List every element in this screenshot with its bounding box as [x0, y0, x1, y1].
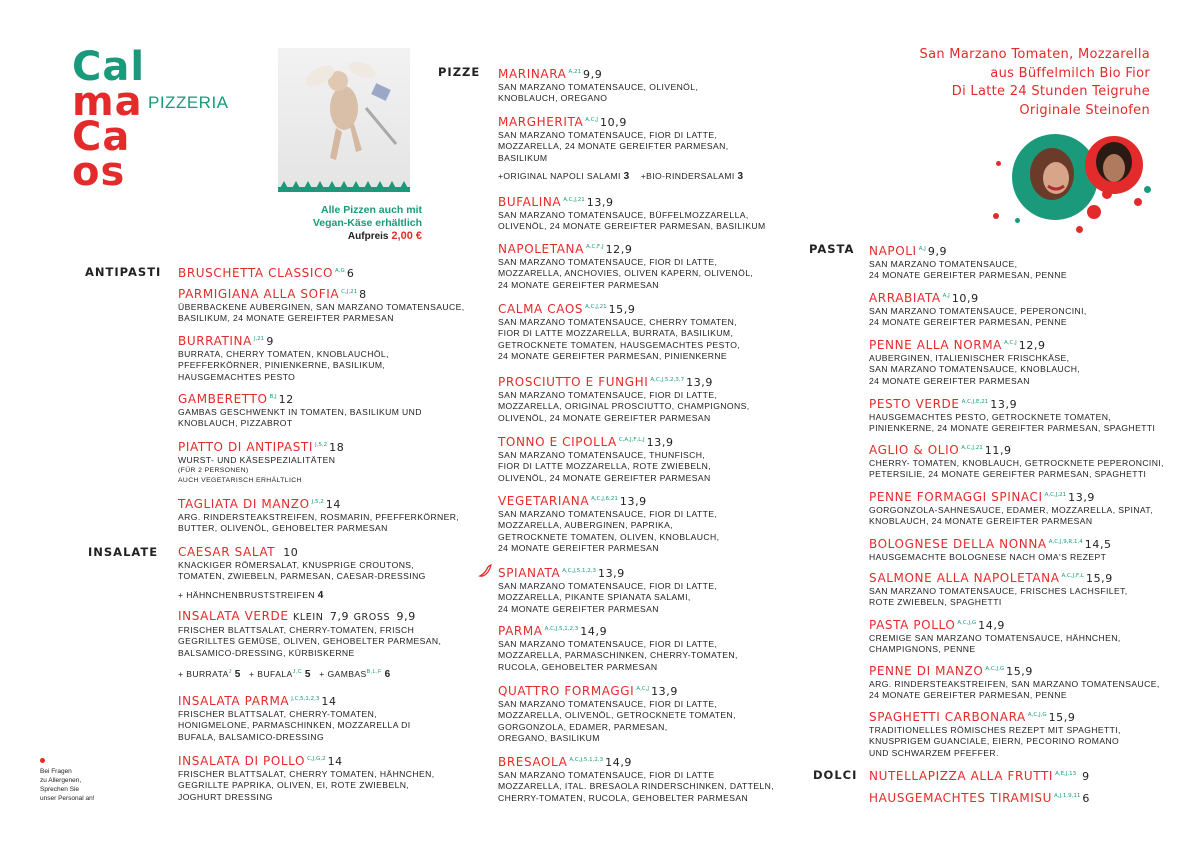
menu-item	[498, 622, 798, 673]
section-pasta: PASTA	[809, 242, 855, 256]
item-name: AGLIO & OLIO	[869, 443, 960, 457]
item-desc: GEGRILLTES GEMÜSE, OLIVEN, GEHOBELTER PARMESAN,	[178, 636, 442, 647]
menu-item	[869, 336, 1169, 387]
menu-item	[178, 438, 478, 486]
allergen-codes: A,E,J,13	[1055, 771, 1077, 777]
tagline-line: Di Latte 24 Stunden Teigruhe	[951, 84, 1150, 99]
allergen-codes: B,L,F	[366, 669, 382, 676]
item-name: HAUSGEMACHTES TIRAMISU	[869, 791, 1053, 805]
item-name: INSALATA VERDE	[178, 609, 289, 623]
menu-item	[869, 441, 1169, 481]
item-desc: CHERRY-TOMATEN, RUCOLA, GEHOBELTER PARMESAN	[498, 792, 749, 803]
menu-item	[869, 767, 1169, 784]
size-label: KLEIN	[293, 612, 324, 623]
item-desc: SAN MARZANO TOMATENSAUCE,	[869, 259, 1018, 269]
item-name: PARMA	[498, 624, 543, 638]
menu-item	[498, 492, 798, 555]
extra-price: 5	[304, 669, 311, 680]
extra-label: + BURRATA	[178, 669, 229, 679]
item-desc: ARG. RINDERSTEAKSTREIFEN, SAN MARZANO TOMATENSAUCE,	[869, 679, 1160, 689]
menu-item	[498, 433, 798, 484]
extra-label: + HÄHNCHENBRUSTSTREIFEN	[178, 590, 315, 600]
item-desc: HAUSGEMACHTE BOLOGNESE NACH OMA'S REZEPT	[869, 552, 1107, 562]
section-pizze: PIZZE	[438, 65, 481, 79]
allergy-line: Sprechen Sie	[40, 786, 80, 793]
allergen-codes: C,J,G,2	[307, 756, 326, 762]
menu-item	[178, 692, 478, 743]
item-desc: SAN MARZANO TOMATENSAUCE, FIOR DI LATTE,	[498, 699, 718, 709]
item-price: 6	[346, 267, 355, 280]
item-desc: 24 MONATE GEREIFTER PARMESAN, PENNE	[869, 317, 1068, 328]
item-desc: GORGONZOLA-SAHNESAUCE, EDAMER, MOZZARELLA, SPINAT,	[869, 505, 1153, 515]
allergen-codes: C,J,21	[341, 289, 358, 295]
item-desc: CHAMPIGNONS, PENNE	[869, 644, 976, 655]
item-desc: AUBERGINEN, ITALIENISCHER FRISCHKÄSE,	[869, 353, 1070, 363]
menu-item	[498, 193, 798, 233]
menu-item	[869, 708, 1169, 759]
allergen-codes: C,A,J,F,L,J	[618, 437, 645, 443]
item-desc: MOZZARELLA, PARMASCHINKEN, CHERRY-TOMATEN,	[498, 650, 738, 661]
item-price: 15,9	[608, 303, 636, 316]
allergen-codes: A,C,J,9,R,1,4	[1048, 539, 1083, 545]
item-desc: CREMIGE SAN MARZANO TOMATENSAUCE, HÄHNCHEN,	[869, 633, 1121, 643]
item-name: BUFALINA	[498, 195, 562, 209]
item-desc: SAN MARZANO TOMATENSAUCE, FIOR DI LATTE	[498, 770, 715, 780]
item-desc: ARG. RINDERSTEAKSTREIFEN, ROSMARIN, PFEFFERKÖRNER,	[178, 512, 460, 522]
item-price: 10,9	[600, 116, 627, 129]
item-desc: PETERSILIE, 24 MONATE GEREIFTER PARMESAN, SPAGHETTI	[869, 469, 1147, 480]
item-price: 14,5	[1084, 538, 1112, 551]
menu-item	[178, 752, 478, 803]
red-dot	[1076, 226, 1083, 233]
red-dot	[1087, 205, 1101, 219]
item-desc: SAN MARZANO TOMATENSAUCE, FIOR DI LATTE,	[498, 257, 718, 267]
allergen-codes: A,C,J	[1003, 340, 1017, 346]
item-desc: OLIVENÖL, 24 MONATE GEREIFTER PARMESAN	[498, 472, 711, 483]
green-dot	[1144, 186, 1151, 193]
zigzag-border	[278, 178, 410, 192]
item-desc: KNACKIGER RÖMERSALAT, KNUSPRIGE CROUTONS,	[178, 560, 415, 570]
item-price: 13,9	[651, 685, 678, 698]
aufpreis-label: Aufpreis	[347, 231, 389, 242]
item-name: PESTO VERDE	[869, 397, 960, 411]
item-desc: FIOR DI LATTE MOZZARELLA, BURRATA, BASILIKUM,	[498, 328, 734, 339]
aufpreis-price: 2,00 €	[391, 230, 422, 242]
extra-label: +ORIGINAL NAPOLI SALAMI	[498, 171, 621, 181]
red-dot	[996, 161, 1001, 166]
item-name: VEGETARIANA	[498, 494, 590, 508]
menu-item	[869, 662, 1169, 702]
item-name: BOLOGNESE DELLA NONNA	[869, 537, 1047, 551]
item-price: 9	[266, 335, 274, 348]
menu-item	[869, 289, 1169, 329]
item-desc: OREGANO, BASILIKUM	[498, 733, 600, 744]
item-name: SPAGHETTI CARBONARA	[869, 710, 1026, 724]
item-price: 8	[359, 288, 367, 301]
item-desc: ROTE ZWIEBELN, SPAGHETTI	[869, 597, 1002, 608]
item-price: 14,9	[978, 619, 1006, 632]
item-name: BRUSCHETTA CLASSICO	[178, 266, 334, 280]
allergen-codes: A,J	[942, 293, 950, 299]
extra-option	[498, 171, 743, 182]
item-price: 18	[329, 441, 345, 454]
menu-item	[498, 113, 798, 164]
item-desc: SAN MARZANO TOMATENSAUCE, PEPERONCINI,	[869, 306, 1087, 316]
allergen-codes: A,C,J	[636, 686, 650, 692]
red-dot	[1102, 189, 1112, 199]
item-desc: 24 MONATE GEREIFTER PARMESAN, PENNE	[869, 270, 1068, 281]
item-price: 14,9	[605, 756, 633, 769]
item-desc: SAN MARZANO TOMATENSAUCE, BÜFFELMOZZARELLA,	[498, 210, 749, 220]
item-desc: UND SCHWARZEM PFEFFER.	[869, 747, 999, 758]
item-desc: MOZZARELLA, OLIVENÖL, GETROCKNETE TOMATEN,	[498, 710, 736, 721]
item-desc: BASILIKUM	[498, 152, 548, 163]
item-desc: SAN MARZANO TOMATENSAUCE, THUNFISCH,	[498, 450, 706, 460]
item-note: AUCH VEGETARISCH ERHÄLTLICH	[178, 477, 302, 485]
item-desc: BALSAMICO-DRESSING, KÜRBISKERNE	[178, 647, 355, 658]
item-desc: 24 MONATE GEREIFTER PARMESAN	[498, 279, 659, 290]
man-photo	[1085, 136, 1143, 194]
item-name: ARRABIATA	[869, 291, 941, 305]
allergen-codes: A,C,J,G	[957, 620, 977, 626]
menu-item	[869, 488, 1169, 528]
item-desc: WURST- UND KÄSESPEZIALITÄTEN	[178, 455, 336, 465]
item-desc: FRISCHER BLATTSALAT, CHERRY-TOMATEN,	[178, 709, 378, 719]
item-name: TONNO E CIPOLLA	[498, 435, 617, 449]
item-name: NUTELLAPIZZA ALLA FRUTTI	[869, 769, 1054, 783]
item-desc: 24 MONATE GEREIFTER PARMESAN	[498, 603, 659, 614]
tagline-line: aus Büffelmilch Bio Fior	[990, 65, 1150, 81]
item-desc: MOZZARELLA, PIKANTE SPIANATA SALAMI,	[498, 592, 691, 603]
item-desc: BURRATA, CHERRY TOMATEN, KNOBLAUCHÖL,	[178, 349, 389, 359]
item-desc: 24 MONATE GEREIFTER PARMESAN	[498, 543, 659, 554]
item-price: 13,9	[619, 495, 647, 508]
item-price: 6	[1082, 792, 1091, 805]
item-name: PARMIGIANA ALLA SOFIA	[178, 287, 340, 301]
vegan-note	[262, 204, 422, 243]
item-price: 15,9	[1006, 665, 1034, 678]
item-desc: 24 MONATE GEREIFTER PARMESAN, PINIENKERNE	[498, 351, 728, 362]
item-desc: PINIENKERNE, 24 MONATE GEREIFTER PARMESAN, SPAGHETTI	[869, 423, 1156, 434]
photo-circle-man	[1085, 136, 1143, 194]
allergen-codes: J,C	[292, 669, 303, 676]
item-desc: SAN MARZANO TOMATENSAUCE, FRISCHES LACHSFILET,	[869, 586, 1128, 596]
allergen-codes: J,21	[253, 336, 265, 342]
item-desc: 24 MONATE GEREIFTER PARMESAN, PENNE	[869, 690, 1068, 701]
item-desc: SAN MARZANO TOMATENSAUCE, FIOR DI LATTE,	[498, 130, 718, 140]
logo-line-3: Ca	[72, 114, 131, 160]
size-label: GROSS	[353, 612, 391, 623]
allergy-line: zu Allergenen,	[40, 777, 82, 784]
menu-item	[498, 240, 798, 291]
item-name: INSALATA DI POLLO	[178, 754, 306, 768]
allergen-codes: A,C,J,E,21	[961, 399, 989, 405]
item-name: QUATTRO FORMAGGI	[498, 684, 635, 698]
item-desc: OLIVENÖL, 24 MONATE GEREIFTER PARMESAN	[498, 412, 711, 423]
item-name: MARINARA	[498, 67, 567, 81]
item-name: SPIANATA	[498, 566, 561, 580]
extra-price: 6	[384, 669, 391, 680]
allergen-codes: A,C,J,5,2,3,7	[650, 377, 685, 383]
item-desc: KNOBLAUCH, PIZZABROT	[178, 418, 293, 429]
item-desc: HAUSGEMACHTES PESTO	[178, 371, 296, 382]
red-dot	[1134, 198, 1142, 206]
item-desc: BUFALA, BALSAMICO-DRESSING	[178, 731, 325, 742]
item-name: PENNE FORMAGGI SPINACI	[869, 490, 1043, 504]
tagline-line: San Marzano Tomaten, Mozzarella	[919, 47, 1150, 62]
menu-item	[869, 616, 1169, 656]
allergen-codes: A,J	[918, 246, 926, 252]
item-price: 13,9	[597, 567, 625, 580]
allergen-codes: A,C,F,J	[585, 244, 604, 250]
item-desc: HONIGMELONE, PARMASCHINKEN, MOZZARELLA DI	[178, 720, 411, 731]
item-price: 14	[325, 498, 341, 511]
section-insalate: INSALATE	[88, 545, 159, 559]
item-name: BRESAOLA	[498, 755, 568, 769]
menu-item	[498, 65, 798, 105]
item-name: NAPOLI	[869, 244, 917, 258]
menu-item	[498, 682, 798, 745]
allergen-codes: A,C,J,21	[585, 304, 607, 310]
logo-line-4: os	[72, 149, 126, 195]
allergen-codes: A,C,J,5,1,2,3	[569, 757, 604, 763]
item-price: 11,9	[984, 444, 1012, 457]
item-name: PENNE ALLA NORMA	[869, 338, 1002, 352]
item-name: PIATTO DI ANTIPASTI	[178, 440, 313, 454]
item-desc: HAUSGEMACHTES PESTO, GETROCKNETE TOMATEN,	[869, 412, 1112, 422]
allergen-codes: A,C,J,F,L	[1061, 573, 1084, 579]
extra-label: +BIO-RINDERSALAMI	[640, 171, 735, 181]
item-price: 13,9	[990, 398, 1018, 411]
item-desc: KNUSPRIGEM GUANCIALE, EIERN, PECORINO ROMANO	[869, 736, 1120, 747]
item-desc: FRISCHER BLATTSALAT, CHERRY TOMATEN, HÄHNCHEN,	[178, 769, 435, 779]
item-name: PENNE DI MANZO	[869, 664, 984, 678]
red-dot	[993, 213, 999, 219]
item-desc: TOMATEN, ZWIEBELN, PARMESAN, CAESAR-DRESSING	[178, 571, 426, 582]
item-price: 13,9	[646, 436, 674, 449]
item-desc: MOZZARELLA, ITAL. BRESAOLA RINDERSCHINKEN, DATTELN,	[498, 781, 775, 792]
item-desc: GORGONZOLA, EDAMER, PARMESAN,	[498, 721, 668, 732]
allergen-codes: J,5,2	[314, 442, 328, 448]
item-price: 14	[321, 695, 337, 708]
allergy-note	[40, 767, 95, 803]
allergen-codes: A,G	[335, 268, 345, 274]
item-price: 12,9	[1018, 339, 1046, 352]
item-desc: MOZZARELLA, 24 MONATE GEREIFTER PARMESAN,	[498, 141, 729, 152]
extra-price: 3	[737, 171, 744, 182]
item-price: 12,9	[605, 243, 633, 256]
item-price: 14,9	[580, 625, 608, 638]
item-price: 15,9	[1085, 572, 1113, 585]
allergen-codes: A,C,J,21	[961, 445, 983, 451]
allergy-line: unser Personal an!	[40, 795, 95, 802]
allergen-codes: A,C,J,5,1,2,3	[544, 626, 579, 632]
item-desc: BASILIKUM, 24 MONATE GEREIFTER PARMESAN	[178, 313, 394, 324]
menu-item	[869, 395, 1169, 435]
item-desc: SAN MARZANO TOMATENSAUCE, KNOBLAUCH,	[869, 364, 1081, 375]
item-desc: KNOBLAUCH, 24 MONATE GEREIFTER PARMESAN	[869, 516, 1093, 527]
item-name: CAESAR SALAT	[178, 545, 276, 559]
menu-item	[498, 564, 798, 615]
allergen-codes: A,C,J,5,1,2,3	[562, 568, 596, 574]
item-desc: RUCOLA, GEHOBELTER PARMESAN	[498, 661, 658, 672]
extra-option	[178, 590, 324, 601]
item-price: 13,9	[586, 196, 614, 209]
cherub-illustration	[278, 48, 410, 192]
item-desc: GEGRILLTE PAPRIKA, OLIVEN, EI, ROTE ZWIEBELN,	[178, 780, 410, 791]
item-name: PROSCIUTTO E FUNGHI	[498, 375, 649, 389]
item-name: TAGLIATA DI MANZO	[178, 497, 310, 511]
item-desc: BUTTER, OLIVENÖL, GEHOBELTER PARMESAN	[178, 523, 388, 534]
item-desc: GAMBAS GESCHWENKT IN TOMATEN, BASILIKUM UND	[178, 407, 422, 417]
cherub-image	[278, 48, 410, 192]
item-desc: MOZZARELLA, AUBERGINEN, PAPRIKA,	[498, 520, 674, 531]
item-desc: KNOBLAUCH, OREGANO	[498, 93, 608, 104]
menu-item	[178, 264, 478, 281]
allergen-codes: A,C,J,21	[1044, 492, 1067, 498]
allergen-codes: A,21	[568, 69, 582, 75]
menu-item	[498, 373, 798, 424]
extra-price: 3	[623, 171, 630, 182]
allergen-codes: A,C,J,6,21	[591, 496, 618, 502]
allergen-codes: A,C,J,G	[985, 666, 1005, 672]
item-price: 9,9	[583, 68, 603, 81]
menu-item	[869, 242, 1169, 282]
menu-item	[178, 285, 478, 325]
allergen-codes: A,J,1,9,11	[1054, 793, 1081, 799]
menu-item	[869, 789, 1169, 806]
item-name: SALMONE ALLA NAPOLETANA	[869, 571, 1060, 585]
item-desc: 24 MONATE GEREIFTER PARMESAN	[869, 375, 1030, 386]
chili-icon	[478, 563, 494, 579]
menu-item	[178, 545, 478, 583]
item-desc: SAN MARZANO TOMATENSAUCE, FIOR DI LATTE,	[498, 581, 718, 591]
extra-price: 5	[234, 669, 241, 680]
item-name: MARGHERITA	[498, 115, 584, 129]
item-price: 9	[1082, 770, 1090, 783]
tagline-line: Originale Steinofen	[1019, 102, 1150, 118]
item-price: 13,9	[1068, 491, 1096, 504]
logo-line-2: ma	[72, 79, 143, 125]
item-price: 10,9	[951, 292, 979, 305]
woman-photo	[1012, 134, 1098, 220]
allergen-codes: J,5,2	[311, 499, 324, 505]
photo-circle-woman	[1012, 134, 1098, 220]
item-name: GAMBERETTO	[178, 392, 268, 406]
menu-item	[178, 495, 478, 535]
item-desc: ÜBERBACKENE AUBERGINEN, SAN MARZANO TOMATENSAUCE,	[178, 302, 465, 312]
item-note: (FÜR 2 PERSONEN)	[178, 467, 249, 475]
item-price: 12	[278, 393, 294, 406]
item-name: INSALATA PARMA	[178, 694, 290, 708]
allergen-codes: A,C,J,21	[563, 197, 585, 203]
logo-subtitle: PIZZERIA	[148, 93, 229, 112]
item-name: BURRATINA	[178, 334, 252, 348]
item-desc: GETROCKNETE TOMATEN, OLIVEN, KNOBLAUCH,	[498, 531, 720, 542]
item-price: 14	[327, 755, 343, 768]
item-price: 13,9	[686, 376, 713, 389]
menu-item	[498, 753, 798, 804]
item-desc: SAN MARZANO TOMATENSAUCE, FIOR DI LATTE,	[498, 390, 718, 400]
green-dot	[1015, 218, 1020, 223]
logo-line-1: Cal	[72, 44, 146, 90]
menu-item	[178, 609, 478, 659]
extra-option	[178, 669, 391, 680]
item-price: 7,9	[329, 610, 350, 623]
item-desc: PFEFFERKÖRNER, PINIENKERNE, BASILIKUM,	[178, 360, 386, 371]
item-desc: CHERRY- TOMATEN, KNOBLAUCH, GETROCKNETE PEPERONCINI,	[869, 458, 1164, 468]
menu-item	[869, 535, 1169, 563]
red-dot	[40, 758, 45, 763]
allergen-codes: A,C,J	[585, 117, 599, 123]
item-price: 9,9	[927, 245, 948, 258]
allergen-codes: A,C,J,G	[1027, 712, 1047, 718]
item-price: 9,9	[396, 610, 416, 623]
item-desc: FIOR DI LATTE MOZZARELLA, ROTE ZWIEBELN,	[498, 461, 712, 472]
item-desc: SAN MARZANO TOMATENSAUCE, FIOR DI LATTE,	[498, 509, 718, 519]
menu-item	[498, 300, 798, 363]
item-name: CALMA CAOS	[498, 302, 584, 316]
menu-item	[178, 390, 478, 430]
menu-item	[869, 569, 1169, 609]
allergy-line: Bei Fragen	[40, 768, 72, 775]
item-desc: FRISCHER BLATTSALAT, CHERRY-TOMATEN, FRISCH	[178, 625, 415, 635]
item-desc: MOZZARELLA, ANCHOVIES, OLIVEN KAPERN, OLIVENÖL,	[498, 268, 754, 279]
item-desc: SAN MARZANO TOMATENSAUCE, FIOR DI LATTE,	[498, 639, 718, 649]
extra-label: + GAMBAS	[319, 669, 367, 679]
item-desc: JOGHURT DRESSING	[178, 791, 273, 802]
vegan-line-1: Alle Pizzen auch mit	[321, 204, 422, 216]
extra-price: 4	[317, 590, 324, 601]
section-antipasti: ANTIPASTI	[85, 265, 162, 279]
allergen-codes: J	[228, 669, 232, 676]
tagline	[920, 46, 1150, 120]
item-desc: TRADITIONELLES RÖMISCHES REZEPT MIT SPAGHETTI,	[869, 725, 1121, 735]
extra-label: + BUFALA	[249, 669, 293, 679]
item-price: 15,9	[1048, 711, 1076, 724]
vegan-line-2: Vegan-Käse erhältlich	[312, 217, 422, 229]
allergen-codes: J,C,5,1,2,3	[291, 696, 320, 702]
item-desc: MOZZARELLA, ORIGINAL PROSCIUTTO, CHAMPIGNONS,	[498, 401, 750, 412]
item-desc: SAN MARZANO TOMATENSAUCE, OLIVENÖL,	[498, 82, 699, 92]
allergen-codes: B,J	[269, 394, 277, 400]
item-desc: OLIVENÖL, 24 MONATE GEREIFTER PARMESAN, BASILIKUM	[498, 221, 766, 232]
menu-item	[178, 332, 478, 383]
item-desc: SAN MARZANO TOMATENSAUCE, CHERRY TOMATEN,	[498, 317, 738, 327]
item-price: 10	[283, 546, 299, 559]
item-name: PASTA POLLO	[869, 618, 956, 632]
section-dolci: DOLCI	[813, 768, 858, 782]
item-desc: GETROCKNETE TOMATEN, HAUSGEMACHTES PESTO,	[498, 339, 741, 350]
item-name: NAPOLETANA	[498, 242, 584, 256]
